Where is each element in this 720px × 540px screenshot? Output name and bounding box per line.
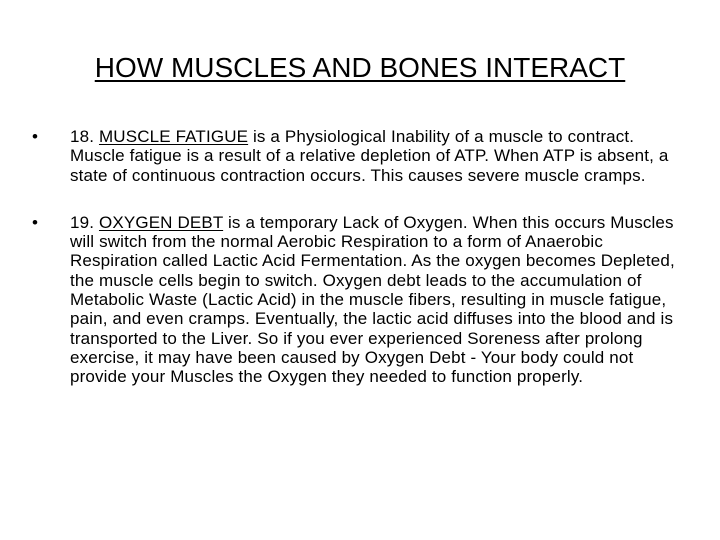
bullet-number: 18. [70,127,95,146]
bullet-item-oxygen-debt [32,213,692,387]
bullet-text: is a Physiological Inability of a muscle to contract. Muscle fatigue is a result of a relative depletion of ATP. When ATP is absent, a state of continuous contraction occurs. This causes severe muscle cramps. [70,127,669,185]
bullet-item-muscle-fatigue [32,127,692,185]
bullet-dot-icon: • [32,212,39,232]
term-oxygen-debt: OXYGEN DEBT [98,212,224,232]
bullet-list [32,127,692,387]
bullet-number: 19. [70,212,95,232]
bullet-text: is a temporary Lack of Oxygen. When this occurs Muscles will switch from the normal Aerobic Respiration to a form of Anaerobic Respiration called Lactic Acid Fermentation. As the oxygen becomes Depleted, the muscle cells begin to switch. Oxygen debt leads to the accumulation of Metabolic Waste (Lactic Acid) in the muscle fibers, resulting in muscle fatigue, pain, and even cramps. Eventually, the lactic acid diffuses into the blood and is transported to the Liver. So if you ever experienced Soreness after prolong exercise, it may have been caused by Oxygen Debt - Your body could not provide your Muscles the Oxygen they needed to function properly. [70,212,675,387]
bullet-dot-icon: • [32,127,39,146]
slide-title: HOW MUSCLES AND BONES INTERACT [94,52,626,83]
term-muscle-fatigue: MUSCLE FATIGUE [98,127,249,146]
